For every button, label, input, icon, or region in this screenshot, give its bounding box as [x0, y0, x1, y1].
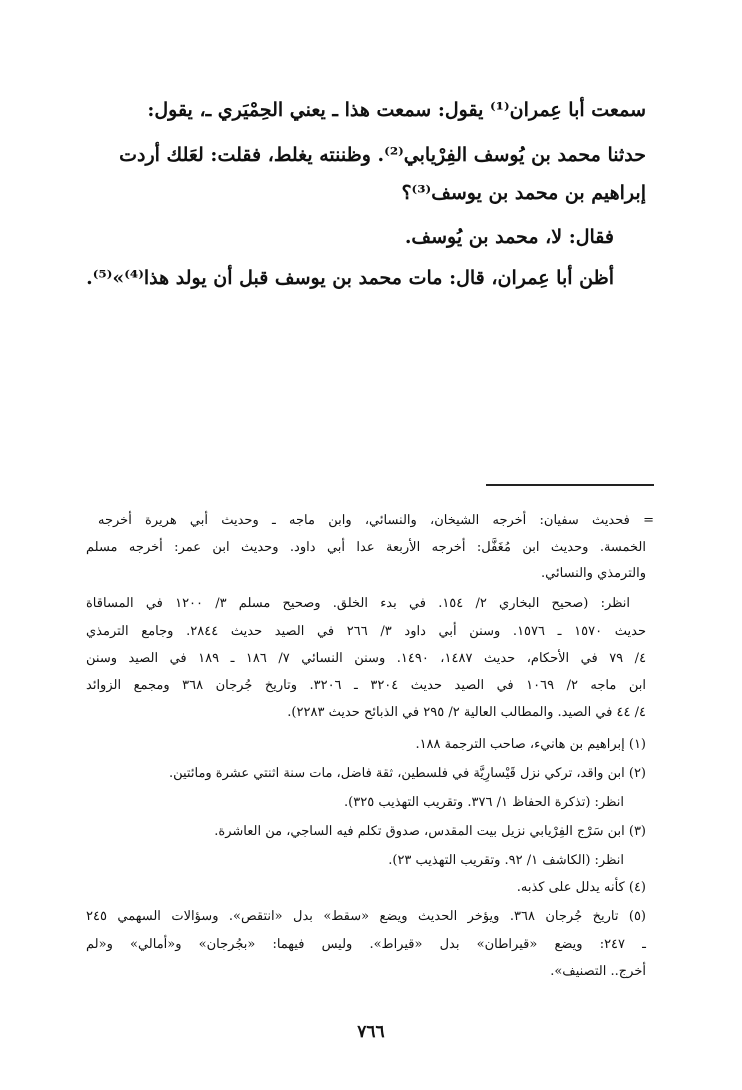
footnote-5: (٥) تاريخ جُرجان ٣٦٨. ويؤخر الحديث ويضع «سقط» بدل «انتقص». وسؤالات السهمي ٢٤٥	[86, 909, 646, 924]
footnote-line: ـ ٢٤٧: ويضع «قيراطان» بدل «قيراط». وليس فيهما: «بجُرجان» و«أمالي» و«لم	[86, 937, 646, 952]
main-text-line-3: إبراهيم بن محمد بن يوسف⁽³⁾؟	[401, 182, 646, 204]
footnote-line: انظر: (الكاشف ١/ ٩٢. وتقريب التهذيب ٢٣).	[388, 853, 624, 868]
footnote-2: (٢) ابن واقد، تركي نزل قَيْسارِيَّة في فلسطين، ثقة فاضل، مات سنة اثنتي عشرة ومائتين.	[168, 766, 646, 781]
footnote-line: أخرج.. التصنيف».	[550, 964, 646, 979]
footnote-3: (٣) ابن سَرْج الفِرْيابي نزيل بيت المقدس، صدوق تكلم فيه الساجي، من العاشرة.	[214, 824, 646, 839]
main-text-line-4: فقال: لا، محمد بن يُوسف.	[404, 226, 614, 248]
footnote-line: = فحديث سفيان: أخرجه الشيخان، والنسائي، وابن ماجه ـ وحديث أبي هريرة أخرجه	[98, 513, 654, 528]
footnote-line: ابن ماجه ٢/ ١٠٦٩ في الصيد حديث ٣٢٠٤ ـ ٣٢٠٦. وتاريخ جُرجان ٣٦٨ ومجمع الزوائد	[86, 678, 646, 693]
footnote-line: الخمسة. وحديث ابن مُغَفَّل: أخرجه الأربعة عدا أبي داود. وحديث ابن عمر: أخرجه مسلم	[86, 540, 646, 555]
footnote-line: انظر: (صحيح البخاري ٢/ ١٥٤. في بدء الخلق. وصحيح مسلم ٣/ ١٢٠٠ في المساقاة	[86, 596, 631, 611]
footnote-line: حديث ١٥٧٠ ـ ١٥٧٦. وسنن أبي داود ٣/ ٢٦٦ في الصيد حديث ٢٨٤٤. وجامع الترمذي	[86, 624, 647, 639]
main-text-line-2: حدثنا محمد بن يُوسف الفِرْيابي⁽²⁾. وظننته يغلط، فقلت: لعَلك أردت	[119, 144, 646, 166]
main-text-line-5: أظن أبا عِمران، قال: مات محمد بن يوسف قبل أن يولد هذا⁽⁴⁾»⁽⁵⁾.	[86, 267, 614, 289]
footnote-line: ٤/ ٧٩ في الأحكام، حديث ١٤٨٧، ١٤٩٠. وسنن النسائي ٧/ ١٨٦ ـ ١٨٩ في الصيد وسنن	[86, 651, 647, 666]
page-number: ٧٦٦	[357, 1022, 385, 1042]
footnote-separator	[486, 484, 654, 486]
footnote-line: والترمذي والنسائي.	[541, 566, 646, 581]
footnote-4: (٤) كأنه يدلل على كذبه.	[516, 880, 646, 895]
main-text-line-1: سمعت أبا عِمران⁽¹⁾ يقول: سمعت هذا ـ يعني الحِمْيَري ـ، يقول:	[147, 99, 646, 121]
footnote-1: (١) إبراهيم بن هانيء، صاحب الترجمة ١٨٨.	[415, 737, 646, 752]
footnote-line: انظر: (تذكرة الحفاظ ١/ ٣٧٦. وتقريب التهذيب ٣٢٥).	[344, 795, 624, 810]
footnote-line: ٤/ ٤٤ في الصيد. والمطالب العالية ٢/ ٢٩٥ في الذبائح حديث ٢٢٨٣).	[287, 705, 646, 720]
